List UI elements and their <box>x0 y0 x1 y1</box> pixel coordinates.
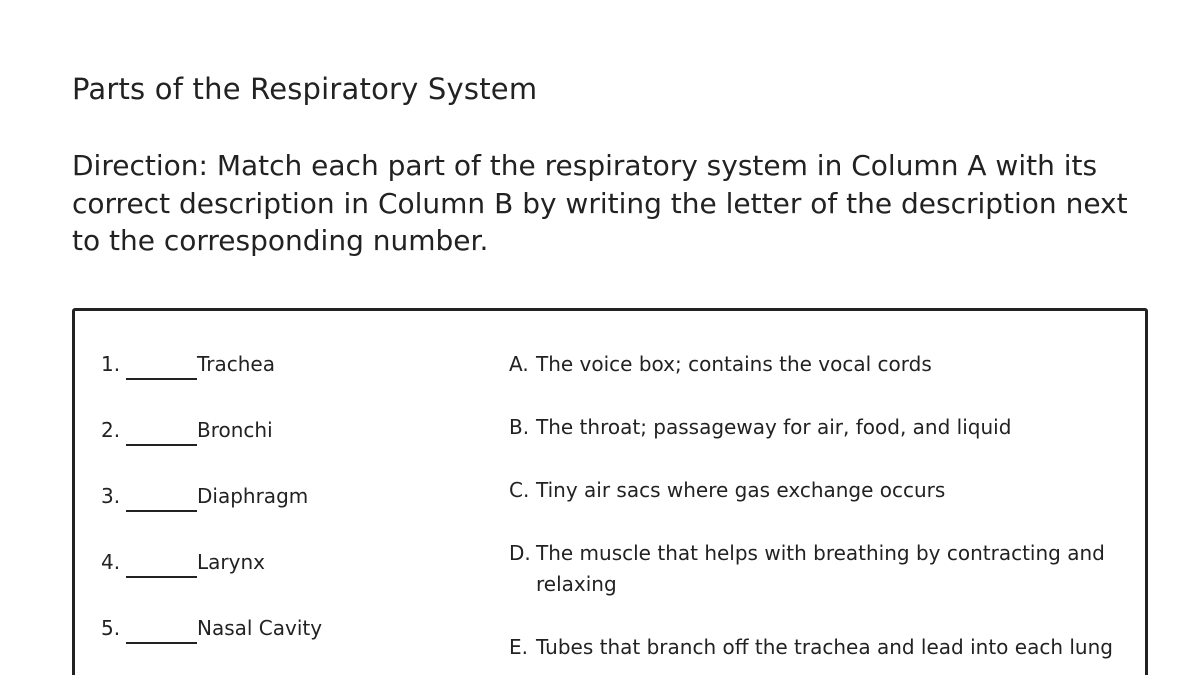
answer-blank[interactable] <box>126 613 197 644</box>
description-text: The throat; passageway for air, food, and liquid <box>536 415 1012 439</box>
description-text: The muscle that helps with breathing by contracting and relaxing <box>536 541 1105 596</box>
column-a <box>101 349 491 675</box>
description-text: Tiny air sacs where gas exchange occurs <box>536 478 946 502</box>
column-a-item <box>101 349 491 415</box>
description-text: Tubes that branch off the trachea and lead into each lung <box>536 635 1113 659</box>
item-number: 2. <box>101 418 121 442</box>
matching-box <box>72 308 1148 675</box>
column-b-item <box>509 538 1119 600</box>
column-a-item <box>101 547 491 613</box>
description-letter: E. <box>509 635 528 659</box>
column-b <box>509 349 1119 675</box>
answer-blank[interactable] <box>126 481 197 512</box>
description-text: The voice box; contains the vocal cords <box>536 352 932 376</box>
directions-text: Direction: Match each part of the respiratory system in Column A with its correct description in Column B by writing the letter of the description next to the corresponding number. <box>72 149 1128 257</box>
description-letter: D. <box>509 541 531 565</box>
item-number: 3. <box>101 484 121 508</box>
item-term: Nasal Cavity <box>197 616 323 640</box>
answer-blank[interactable] <box>126 547 197 578</box>
column-b-item <box>509 349 1119 380</box>
description-letter: C. <box>509 478 530 502</box>
item-term: Larynx <box>197 550 265 574</box>
column-a-item <box>101 415 491 481</box>
description-letter: B. <box>509 415 530 439</box>
item-number: 1. <box>101 352 121 376</box>
item-number: 4. <box>101 550 121 574</box>
column-a-item <box>101 613 491 675</box>
item-term: Bronchi <box>197 418 273 442</box>
column-b-item <box>509 412 1119 443</box>
column-b-item <box>509 475 1119 506</box>
page-title: Parts of the Respiratory System <box>72 72 538 106</box>
column-a-item <box>101 481 491 547</box>
item-term: Trachea <box>197 352 275 376</box>
answer-blank[interactable] <box>126 415 197 446</box>
item-term: Diaphragm <box>197 484 309 508</box>
column-b-item <box>509 632 1119 663</box>
description-letter: A. <box>509 352 529 376</box>
item-number: 5. <box>101 616 121 640</box>
answer-blank[interactable] <box>126 349 197 380</box>
